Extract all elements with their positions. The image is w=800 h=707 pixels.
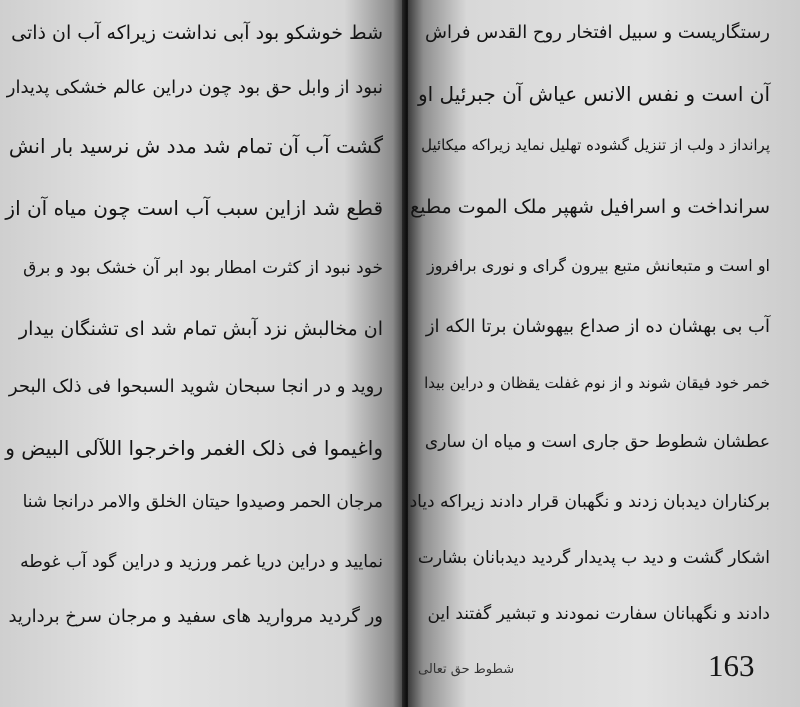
right-line-6: آب بی بهشان ده از صداع بیهوشان برتا الکه از [425,316,770,337]
right-line-2: آن است و نفس الانس عیاش آن جبرئیل او [417,82,770,106]
left-line-2: نبود از وابل حق بود چون دراین عالم خشکی پدیدار [6,77,383,98]
right-page [408,0,800,707]
left-line-1: شط خوشکو بود آبی نداشت زیراکه آب ان ذاتی [11,22,383,44]
right-line-5: او است و متبعانش متبع بیرون گرای و نوری برافروز [427,256,770,275]
right-line-11: دادند و نگهبانان سفارت نمودند و تبشیر گفتند این [427,604,770,624]
left-line-5: خود نبود از کثرت امطار بود ابر آن خشک بود و برق [23,258,383,278]
left-line-8: واغیموا فی ذلک الغمر واخرجوا اللآلی البیض و [5,436,383,460]
left-line-11: ور گردید مروارید های سفید و مرجان سرخ بردارید [8,606,383,627]
left-line-9: مرجان الحمر وصیدوا حیتان الخلق والامر درانجا شنا [22,492,383,512]
right-line-1: رستگاریست و سبیل افتخار روح القدس فراش [424,22,770,43]
left-line-4: قطع شد ازاین سبب آب است چون میاه آن از [5,196,383,220]
right-line-4: سرانداخت و اسرافیل شهپر ملک الموت مطیع [410,196,770,218]
right-line-8: عطشان شطوط حق جاری است و میاه ان ساری [424,432,770,452]
right-line-10: اشکار گشت و دید ب پدیدار گردید دیدبانان بشارت [417,548,770,568]
right-line-7: خمر خود فیقان شوند و از نوم غفلت یقظان و دراین بیدا [424,374,770,392]
left-line-10: نمایید و دراین دریا غمر ورزید و دراین گود آب غوطه [20,552,383,572]
left-line-3: گشت آب آن تمام شد مدد ش نرسید بار انش [8,134,383,158]
right-line-9: برکناران دیدبان زدند و نگهبان قرار دادند زیراکه دیاد [409,492,770,512]
left-line-7: روید و در انجا سبحان شوید السبحوا فی ذلک البحر [8,376,383,397]
right-line-3: پرانداز د ولب از تنزیل گشوده تهلیل نماید زیراکه میکائیل [421,136,770,154]
left-line-6: ان مخالبش نزد آبش تمام شد ای تشنگان بیدار [18,318,383,340]
page-number: 163 [708,648,755,683]
catchword: شطوط حق تعالی [418,662,515,677]
